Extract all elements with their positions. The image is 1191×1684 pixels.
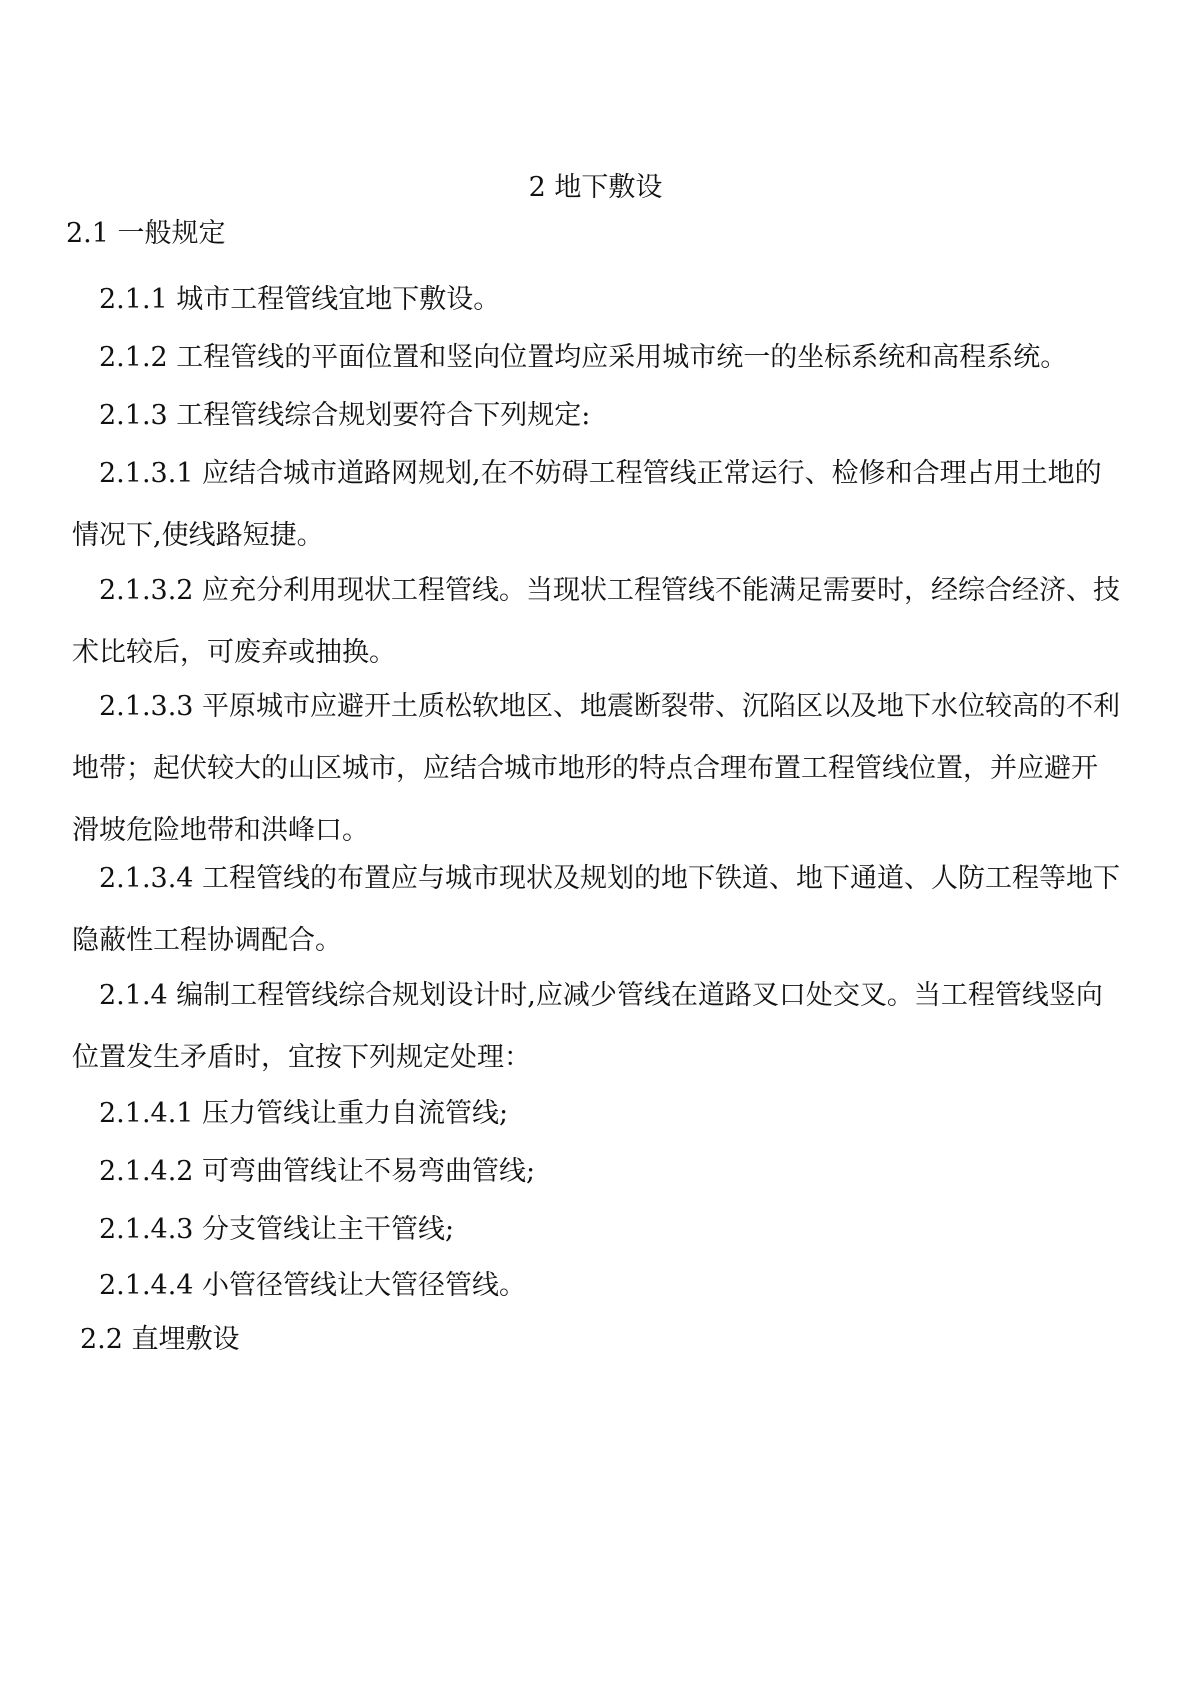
paragraph-2-1-3: 2.1.3 工程管线综合规划要符合下列规定: <box>99 400 591 431</box>
paragraph-2-1-3-1: 2.1.3.1 应结合城市道路网规划,在不妨碍工程管线正常运行、检修和合理占用土地的情况下,使线路短捷。 <box>72 458 1102 551</box>
section-heading-2-1: 2.1 一般规定 <box>66 218 226 249</box>
paragraph-2-1-3-4: 2.1.3.4 工程管线的布置应与城市现状及规划的地下铁道、地下通道、人防工程等地下隐蔽性工程协调配合。 <box>72 863 1121 956</box>
paragraph-2-1-4-4: 2.1.4.4 小管径管线让大管径管线。 <box>99 1270 527 1301</box>
paragraph-2-1-3-2: 2.1.3.2 应充分利用现状工程管线。当现状工程管线不能满足需要时，经综合经济、技术比较后，可废弃或抽换。 <box>72 575 1121 668</box>
paragraph-2-1-4-3: 2.1.4.3 分支管线让主干管线; <box>99 1214 455 1245</box>
section-heading-2-2: 2.2 直埋敷设 <box>80 1324 240 1355</box>
paragraph-2-1-3-3: 2.1.3.3 平原城市应避开土质松软地区、地震断裂带、沉陷区以及地下水位较高的不利地带；起伏较大的山区城市，应结合城市地形的特点合理布置工程管线位置，并应避开滑坡危险地带和洪峰口。 <box>72 691 1121 846</box>
chapter-title: 2 地下敷设 <box>528 172 663 203</box>
paragraph-2-1-4-1: 2.1.4.1 压力管线让重力自流管线; <box>99 1098 509 1129</box>
paragraph-2-1-1: 2.1.1 城市工程管线宜地下敷设。 <box>99 284 501 315</box>
paragraph-2-1-4: 2.1.4 编制工程管线综合规划设计时,应减少管线在道路叉口处交叉。当工程管线竖向位置发生矛盾时，宜按下列规定处理： <box>72 980 1103 1073</box>
paragraph-2-1-2: 2.1.2 工程管线的平面位置和竖向位置均应采用城市统一的坐标系统和高程系统。 <box>99 342 1068 373</box>
paragraph-2-1-4-2: 2.1.4.2 可弯曲管线让不易弯曲管线; <box>99 1156 536 1187</box>
